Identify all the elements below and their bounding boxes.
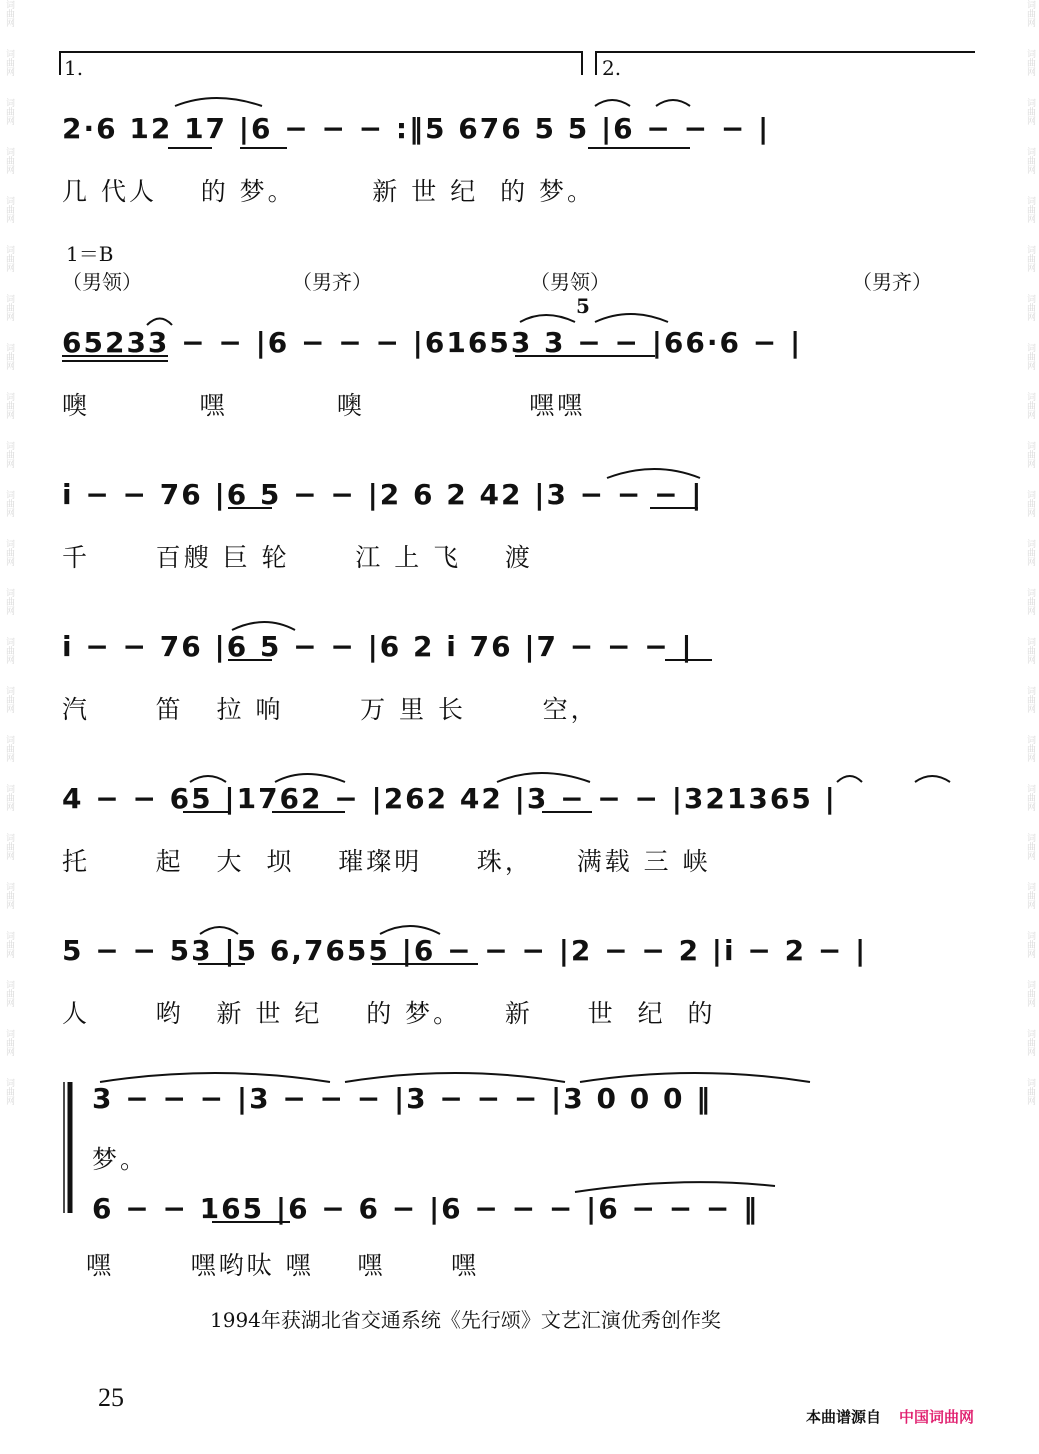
- watermark-right: 词曲网 词曲网 词曲网 词曲网 词曲网 词曲网 词曲网 词曲网 词曲网 词曲网 词曲网 词曲网 词曲网 词曲网 词曲网 词曲网 词曲网 词曲网 词曲网 词曲网 词曲网 词曲网 词曲网: [1025, 0, 1035, 1105]
- key-signature: 1＝B: [66, 242, 114, 266]
- source-label: 本曲谱源自: [806, 1408, 882, 1426]
- lyrics-row-6: 人 哟 新 世 纪 的 梦。 新 世 纪 的: [62, 999, 716, 1028]
- tuplet-number: 5: [576, 294, 590, 318]
- source-site-link[interactable]: 中国词曲网: [899, 1408, 975, 1426]
- notation-row-5: 4 − − 65 |1762 − |262 42 |3 − − − |321365 |: [62, 782, 837, 815]
- part-label-4: （男齐）: [852, 270, 932, 294]
- volta-second-label: 2.: [602, 56, 622, 80]
- lyrics-row-7-upper: 梦。: [92, 1145, 149, 1174]
- part-label-3: （男领）: [530, 270, 610, 294]
- lyrics-row-5: 托 起 大 坝 璀璨明 珠， 满载 三 峡: [62, 847, 711, 876]
- notation-row-7-upper: 3 − − − |3 − − − |3 − − − |3 0 0 0 ‖: [92, 1082, 713, 1115]
- part-label-1: （男领）: [62, 270, 142, 294]
- notation-row-3: i − − 76 |6 5 − − |2 6 2 42 |3 − − − |: [62, 478, 704, 511]
- volta-first-label: 1.: [64, 56, 84, 80]
- page-number: 25: [98, 1383, 124, 1412]
- source-credit: [806, 1406, 974, 1427]
- lyrics-row-8-lower: 嘿 嘿哟呔 嘿 嘿 嘿: [86, 1251, 480, 1280]
- lyrics-row-4: 汽 笛 拉 响 万 里 长 空，: [62, 695, 599, 724]
- notation-row-6: 5 − − 53 |5 6,7655 |6 − − − |2 − − 2 |i − 2 − |: [62, 934, 868, 967]
- lyrics-row-1: 几 代人 的 梦。 新 世 纪 的 梦。: [62, 177, 596, 206]
- award-caption: 1994年获湖北省交通系统《先行颂》文艺汇演优秀创作奖: [210, 1308, 721, 1332]
- notation-row-8-lower: 6 − − 165 |6 − 6 − |6 − − − |6 − − − ‖: [92, 1192, 760, 1225]
- lyrics-row-2: 噢 嘿 噢 嘿嘿: [62, 391, 586, 420]
- notation-row-4: i − − 76 |6 5 − − |6 2 i 76 |7 − − − |: [62, 630, 694, 663]
- part-label-2: （男齐）: [292, 270, 372, 294]
- watermark-left: 词曲网 词曲网 词曲网 词曲网 词曲网 词曲网 词曲网 词曲网 词曲网 词曲网 词曲网 词曲网 词曲网 词曲网 词曲网 词曲网 词曲网 词曲网 词曲网 词曲网 词曲网 词曲网 词曲网: [4, 0, 14, 1105]
- notation-row-2: 65233 − − |6 − − − |61653 3 − − |66·6 − |: [62, 326, 803, 359]
- lyrics-row-3: 千 百艘 巨 轮 江 上 飞 渡: [62, 543, 533, 572]
- notation-row-1: 2·6 12 17 |6 − − − :‖5 676 5 5 |6 − − − |: [62, 112, 771, 145]
